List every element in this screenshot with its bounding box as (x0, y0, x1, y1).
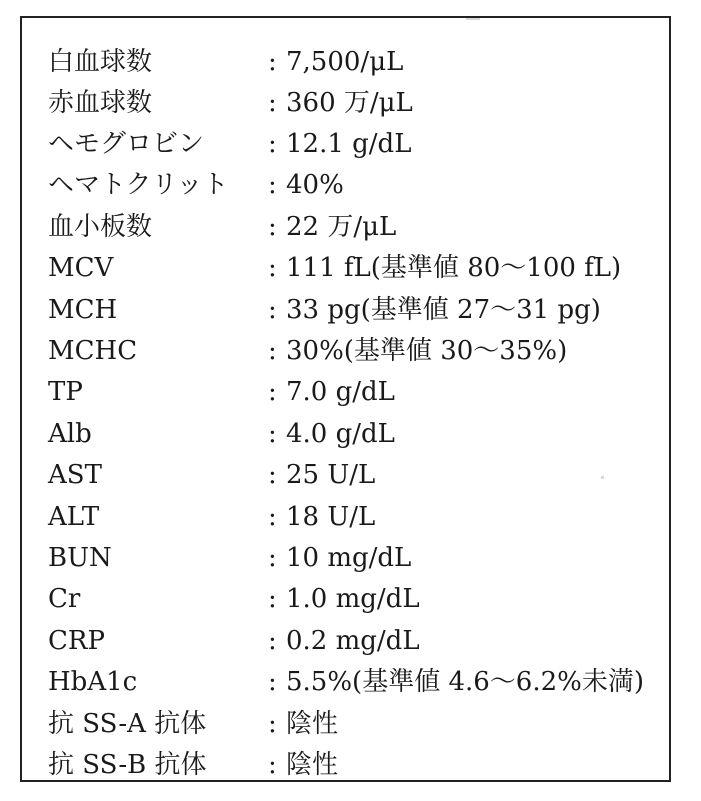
lab-value: 30%(基準値 30〜35%) (286, 336, 568, 366)
lab-name: AST (48, 460, 102, 490)
lab-name: ヘマトクリット (48, 170, 229, 200)
colon-separator: : (268, 584, 277, 614)
colon-separator: : (268, 170, 277, 200)
lab-name: HbA1c (48, 667, 138, 697)
colon-separator: : (268, 47, 277, 77)
colon-separator: : (268, 709, 277, 739)
colon-separator: : (268, 419, 277, 449)
lab-value: 111 fL(基準値 80〜100 fL) (286, 253, 622, 283)
lab-name: 白血球数 (48, 47, 153, 77)
colon-separator: : (268, 336, 277, 366)
lab-value: 0.2 mg/dL (286, 626, 420, 656)
lab-value: 4.0 g/dL (286, 419, 395, 449)
lab-value: 10 mg/dL (286, 543, 412, 573)
lab-name: ヘモグロビン (48, 129, 205, 159)
colon-separator: : (268, 377, 277, 407)
lab-results-box (20, 16, 671, 782)
lab-name: Cr (48, 584, 81, 614)
lab-value: 陰性 (286, 709, 339, 739)
lab-value: 40% (286, 170, 344, 200)
lab-value: 1.0 mg/dL (286, 584, 420, 614)
colon-separator: : (268, 88, 277, 118)
lab-value: 陰性 (286, 750, 339, 780)
colon-separator: : (268, 667, 277, 697)
lab-value: 7.0 g/dL (286, 377, 395, 407)
lab-name: 赤血球数 (48, 88, 153, 118)
colon-separator: : (268, 626, 277, 656)
lab-value: 18 U/L (286, 502, 376, 532)
lab-name: BUN (48, 543, 112, 573)
lab-value: 22 万/μL (286, 212, 397, 242)
lab-value: 25 U/L (286, 460, 376, 490)
lab-value: 12.1 g/dL (286, 129, 412, 159)
lab-value: 360 万/μL (286, 88, 413, 118)
scan-speck (466, 18, 480, 20)
colon-separator: : (268, 295, 277, 325)
lab-name: TP (48, 377, 83, 407)
lab-name: MCH (48, 295, 118, 325)
colon-separator: : (268, 750, 277, 780)
lab-name: 血小板数 (48, 212, 153, 242)
lab-value: 33 pg(基準値 27〜31 pg) (286, 295, 601, 325)
lab-name: MCHC (48, 336, 138, 366)
lab-name: MCV (48, 253, 114, 283)
colon-separator: : (268, 253, 277, 283)
lab-value: 7,500/μL (286, 47, 404, 77)
lab-name: CRP (48, 626, 105, 656)
lab-value: 5.5%(基準値 4.6〜6.2%未満) (286, 667, 645, 697)
lab-name: Alb (48, 419, 92, 449)
colon-separator: : (268, 129, 277, 159)
lab-name: 抗 SS-A 抗体 (48, 709, 207, 739)
scan-speck (601, 476, 604, 479)
colon-separator: : (268, 502, 277, 532)
lab-name: 抗 SS-B 抗体 (48, 750, 207, 780)
colon-separator: : (268, 543, 277, 573)
lab-name: ALT (48, 502, 100, 532)
colon-separator: : (268, 212, 277, 242)
colon-separator: : (268, 460, 277, 490)
